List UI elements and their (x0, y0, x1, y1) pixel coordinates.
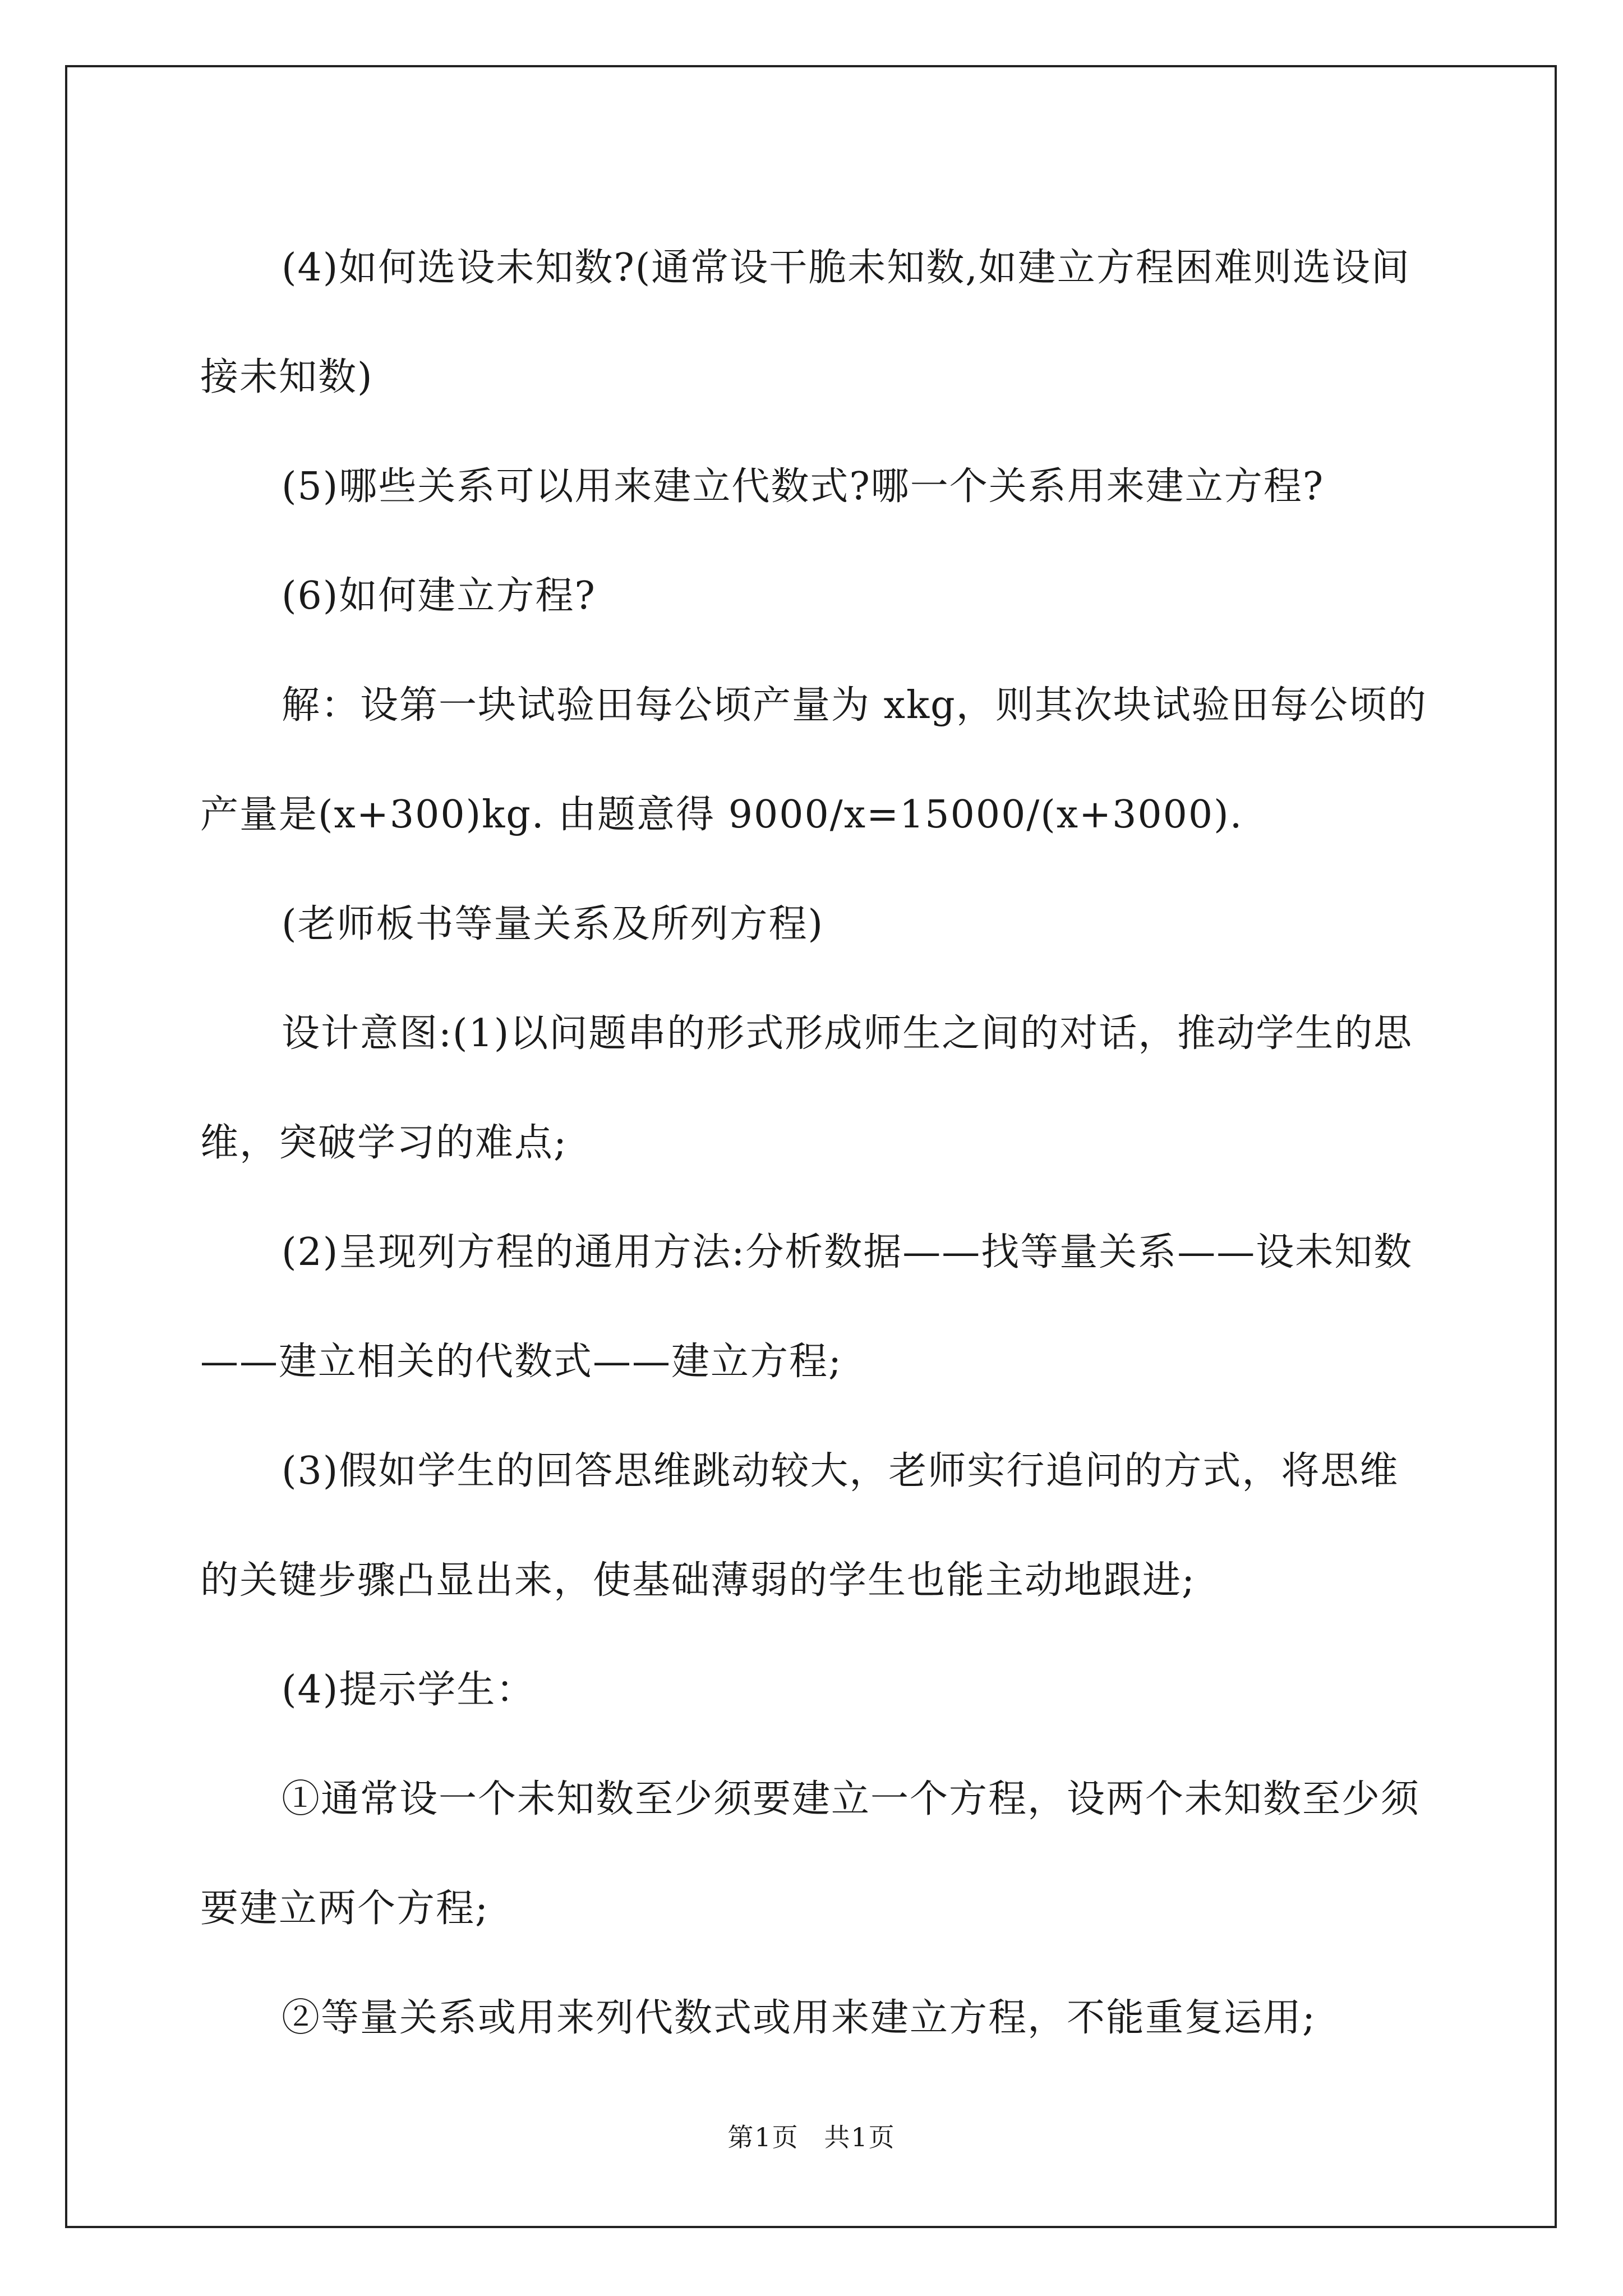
paragraph-10: ①通常设一个未知数至少须要建立一个方程，设两个未知数至少须要建立两个方程; (200, 1777, 1421, 1931)
page-total: 共1页 (824, 2122, 896, 2152)
paragraph-7: (2)呈现列方程的通用方法:分析数据——找等量关系——设未知数——建立相关的代数式——建立方程; (200, 1230, 1413, 1384)
page-footer (0, 2120, 1623, 2154)
paragraph-9: (4)提示学生： (282, 1668, 536, 1712)
paragraph-8: (3)假如学生的回答思维跳动较大，老师实行追问的方式，将思维的关键步骤凸显出来，使基础薄弱的学生也能主动地跟进; (200, 1449, 1399, 1603)
document-body (200, 213, 1434, 2073)
paragraph-1: (4)如何选设未知数?(通常设干脆未知数,如建立方程困难则选设间接未知数) (200, 246, 1410, 399)
paragraph-5: (老师板书等量关系及所列方程) (282, 902, 824, 946)
paragraph-11: ②等量关系或用来列代数式或用来建立方程，不能重复运用; (282, 1996, 1316, 2040)
paragraph-3: (6)如何建立方程? (282, 574, 596, 618)
paragraph-6: 设计意图:(1)以问题串的形式形成师生之间的对话，推动学生的思维，突破学习的难点; (200, 1011, 1413, 1165)
paragraph-2: (5)哪些关系可以用来建立代数式?哪一个关系用来建立方程? (282, 464, 1325, 509)
page-number: 第1页 (727, 2122, 799, 2152)
paragraph-4: 解：设第一块试验田每公顷产量为 xkg，则其次块试验田每公顷的产量是(x+300)kg. 由题意得 9000/x=15000/(x+3000). (200, 683, 1427, 837)
